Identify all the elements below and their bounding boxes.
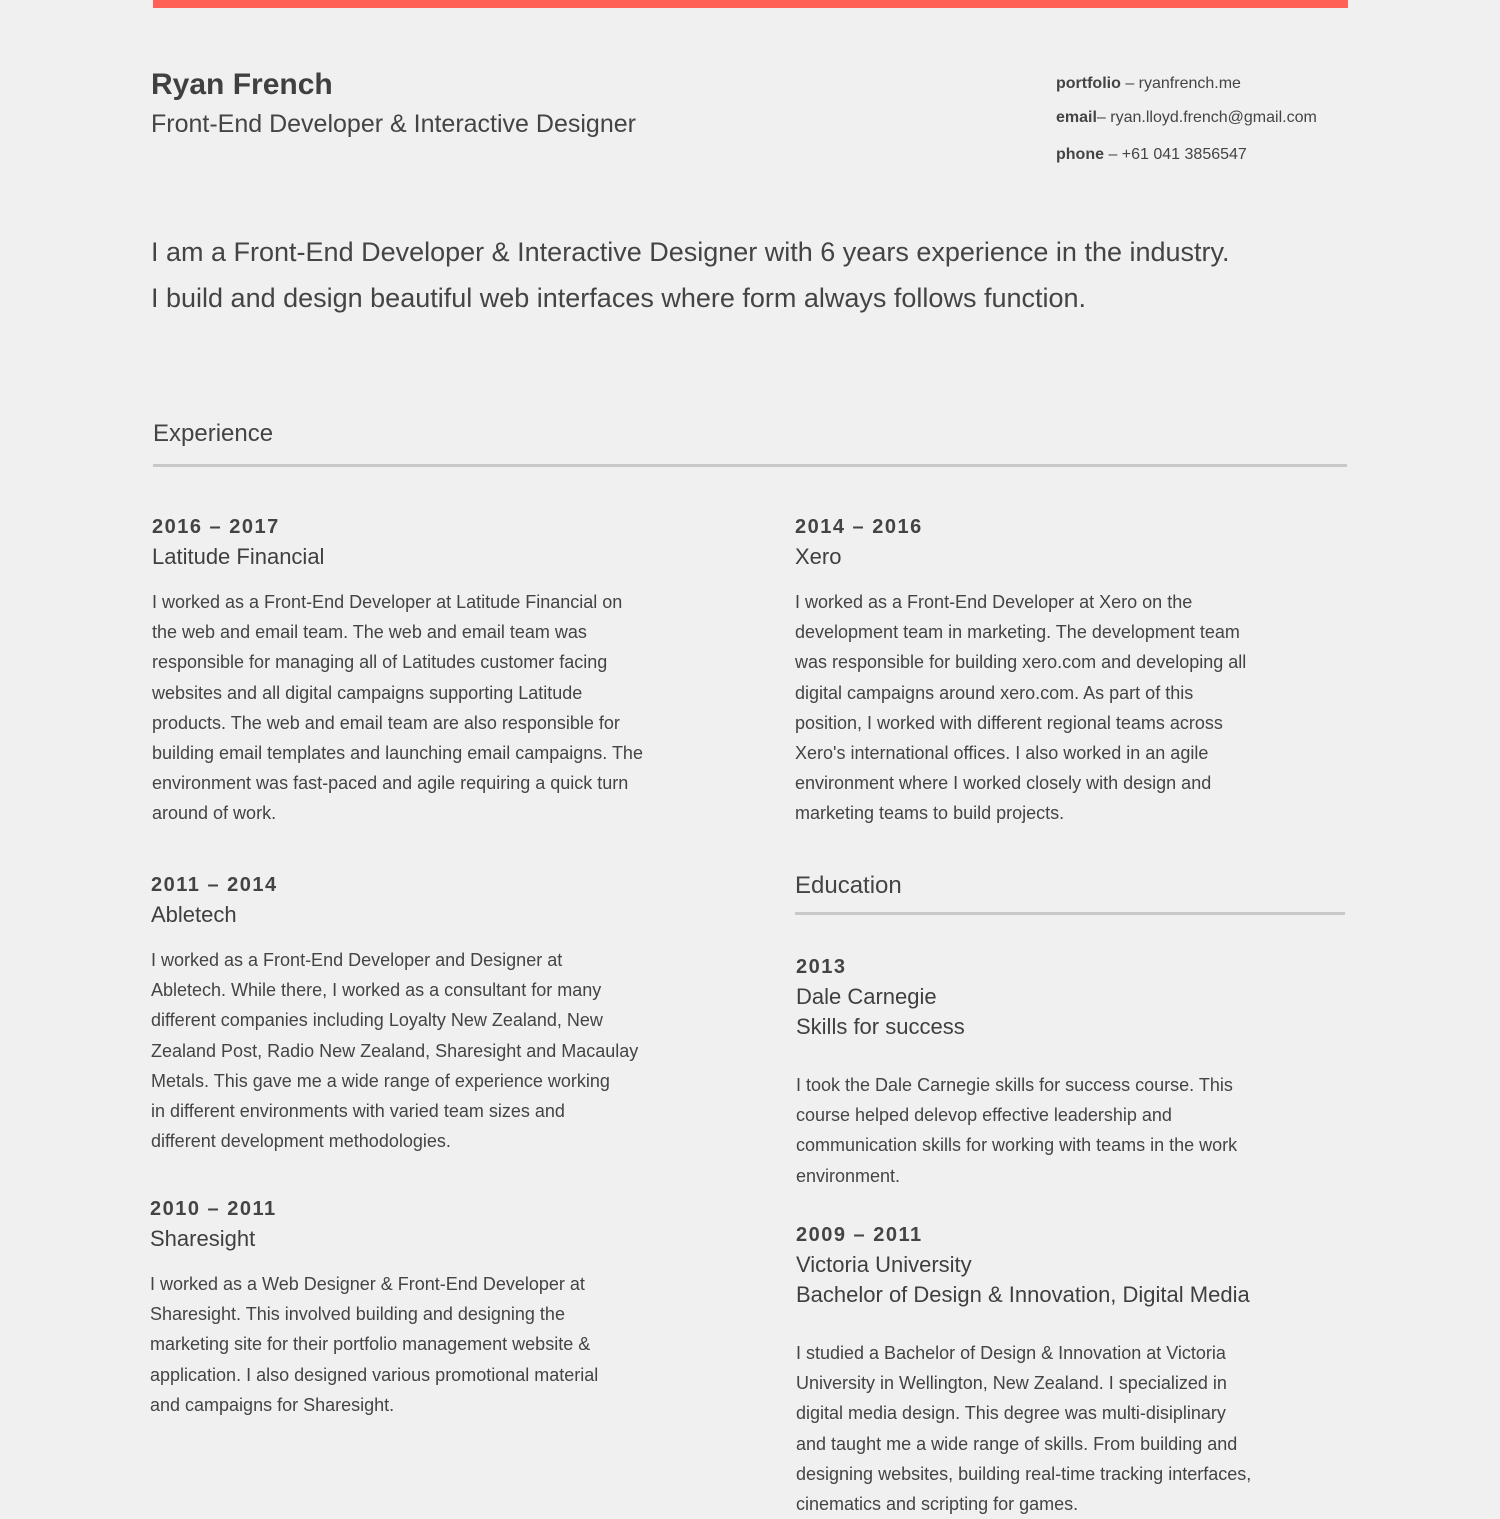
- desc-line: was responsible for building xero.com and developing all: [795, 652, 1247, 673]
- entry-org: Dale Carnegie: [796, 984, 937, 1009]
- entry-course: Bachelor of Design & Innovation, Digital Media: [796, 1282, 1250, 1307]
- entry-dates: 2010 – 2011: [150, 1198, 277, 1220]
- desc-line: Abletech. While there, I worked as a consultant for many: [151, 980, 602, 1001]
- entry-description: [795, 587, 1246, 829]
- experience-entry-abletech: [151, 870, 638, 1156]
- email-link[interactable]: – ryan.lloyd.french@gmail.com: [1096, 109, 1317, 126]
- desc-line: and taught me a wide range of skills. From building and: [796, 1433, 1238, 1454]
- desc-line: I took the Dale Carnegie skills for success course. This: [796, 1075, 1233, 1095]
- desc-line: building email templates and launching email campaigns. The: [152, 743, 643, 764]
- desc-line: in different environments with varied team sizes and: [151, 1101, 565, 1122]
- desc-line: digital media design. This degree was multi-disiplinary: [796, 1403, 1226, 1424]
- intro-statement: [151, 229, 1401, 321]
- desc-line: different companies including Loyalty New Zealand, New: [151, 1010, 603, 1031]
- entry-description: [796, 1070, 1237, 1191]
- desc-line: environment.: [796, 1165, 901, 1186]
- desc-line: position, I worked with different regional teams across: [795, 712, 1223, 733]
- education-entry-victoria-university: [796, 1220, 1251, 1519]
- desc-line: designing websites, building real-time tracking interfaces,: [796, 1463, 1252, 1484]
- entry-org: Latitude Financial: [152, 544, 325, 569]
- desc-line: different development methodologies.: [151, 1131, 451, 1152]
- entry-dates: 2011 – 2014: [151, 874, 278, 896]
- desc-line: and campaigns for Sharesight.: [150, 1394, 395, 1415]
- entry-dates: 2016 – 2017: [152, 516, 280, 538]
- desc-line: Metals. This gave me a wide range of experience working: [151, 1070, 610, 1091]
- portfolio-link[interactable]: – ryanfrench.me: [1120, 75, 1241, 92]
- entry-description: [796, 1338, 1251, 1519]
- entry-dates: 2014 – 2016: [795, 516, 923, 538]
- entry-org: Sharesight: [150, 1226, 256, 1251]
- education-divider: [795, 912, 1345, 915]
- intro-line: I am a Front-End Developer & Interactive Designer with 6 years experience in the industry.: [151, 237, 1230, 267]
- intro-line: I build and design beautiful web interfaces where form always follows function.: [151, 283, 1087, 313]
- desc-line: course helped delevop effective leadership and: [796, 1105, 1172, 1126]
- desc-line: products. The web and email team are also responsible for: [152, 712, 620, 733]
- contact-email: [1056, 109, 1317, 127]
- desc-line: digital campaigns around xero.com. As part of this: [795, 682, 1194, 703]
- portfolio-label: portfolio: [1056, 75, 1121, 92]
- desc-line: I studied a Bachelor of Design & Innovation at Victoria: [796, 1343, 1226, 1363]
- desc-line: Sharesight. This involved building and designing the: [150, 1304, 565, 1325]
- experience-entry-sharesight: [150, 1194, 598, 1420]
- accent-top-bar: [153, 0, 1348, 8]
- desc-line: marketing teams to build projects.: [795, 803, 1065, 824]
- experience-entry-xero: [795, 512, 1246, 829]
- experience-entry-latitude: [152, 512, 643, 829]
- education-entry-dale-carnegie: [796, 952, 1237, 1191]
- desc-line: websites and all digital campaigns supporting Latitude: [152, 682, 583, 703]
- entry-description: [152, 587, 643, 829]
- experience-divider: [153, 464, 1347, 467]
- entry-dates: 2013: [796, 956, 847, 978]
- contact-phone: [1056, 146, 1247, 164]
- desc-line: I worked as a Front-End Developer at Xero on the: [795, 592, 1193, 612]
- entry-description: [151, 945, 638, 1156]
- entry-org: Abletech: [151, 902, 237, 927]
- desc-line: I worked as a Front-End Developer and Designer at: [151, 950, 563, 970]
- desc-line: I worked as a Front-End Developer at Latitude Financial on: [152, 592, 623, 612]
- experience-heading: Experience: [153, 420, 274, 447]
- phone-value: – +61 041 3856547: [1104, 146, 1247, 163]
- entry-description: [150, 1269, 598, 1420]
- desc-line: I worked as a Web Designer & Front-End Developer at: [150, 1274, 585, 1294]
- resume-name: Ryan French: [151, 68, 333, 101]
- entry-org: Xero: [795, 544, 842, 569]
- desc-line: development team in marketing. The development team: [795, 622, 1240, 643]
- desc-line: the web and email team. The web and email team was: [152, 622, 587, 643]
- entry-org: Victoria University: [796, 1252, 972, 1277]
- desc-line: Zealand Post, Radio New Zealand, Sharesight and Macaulay: [151, 1040, 639, 1061]
- contact-portfolio: [1056, 75, 1241, 93]
- entry-dates: 2009 – 2011: [796, 1224, 923, 1246]
- education-heading: Education: [795, 872, 902, 899]
- desc-line: responsible for managing all of Latitudes customer facing: [152, 652, 608, 673]
- email-label: email: [1056, 109, 1097, 126]
- desc-line: cinematics and scripting for games.: [796, 1494, 1079, 1515]
- resume-role: Front-End Developer & Interactive Designer: [151, 110, 636, 138]
- desc-line: Xero's international offices. I also worked in an agile: [795, 743, 1209, 764]
- desc-line: University in Wellington, New Zealand. I specialized in: [796, 1373, 1227, 1394]
- desc-line: communication skills for working with teams in the work: [796, 1135, 1238, 1156]
- desc-line: marketing site for their portfolio management website &: [150, 1334, 591, 1355]
- desc-line: environment where I worked closely with design and: [795, 773, 1212, 794]
- desc-line: around of work.: [152, 803, 277, 824]
- desc-line: environment was fast-paced and agile requiring a quick turn: [152, 773, 629, 794]
- entry-course: Skills for success: [796, 1014, 965, 1039]
- phone-label: phone: [1056, 146, 1104, 163]
- desc-line: application. I also designed various promotional material: [150, 1364, 599, 1385]
